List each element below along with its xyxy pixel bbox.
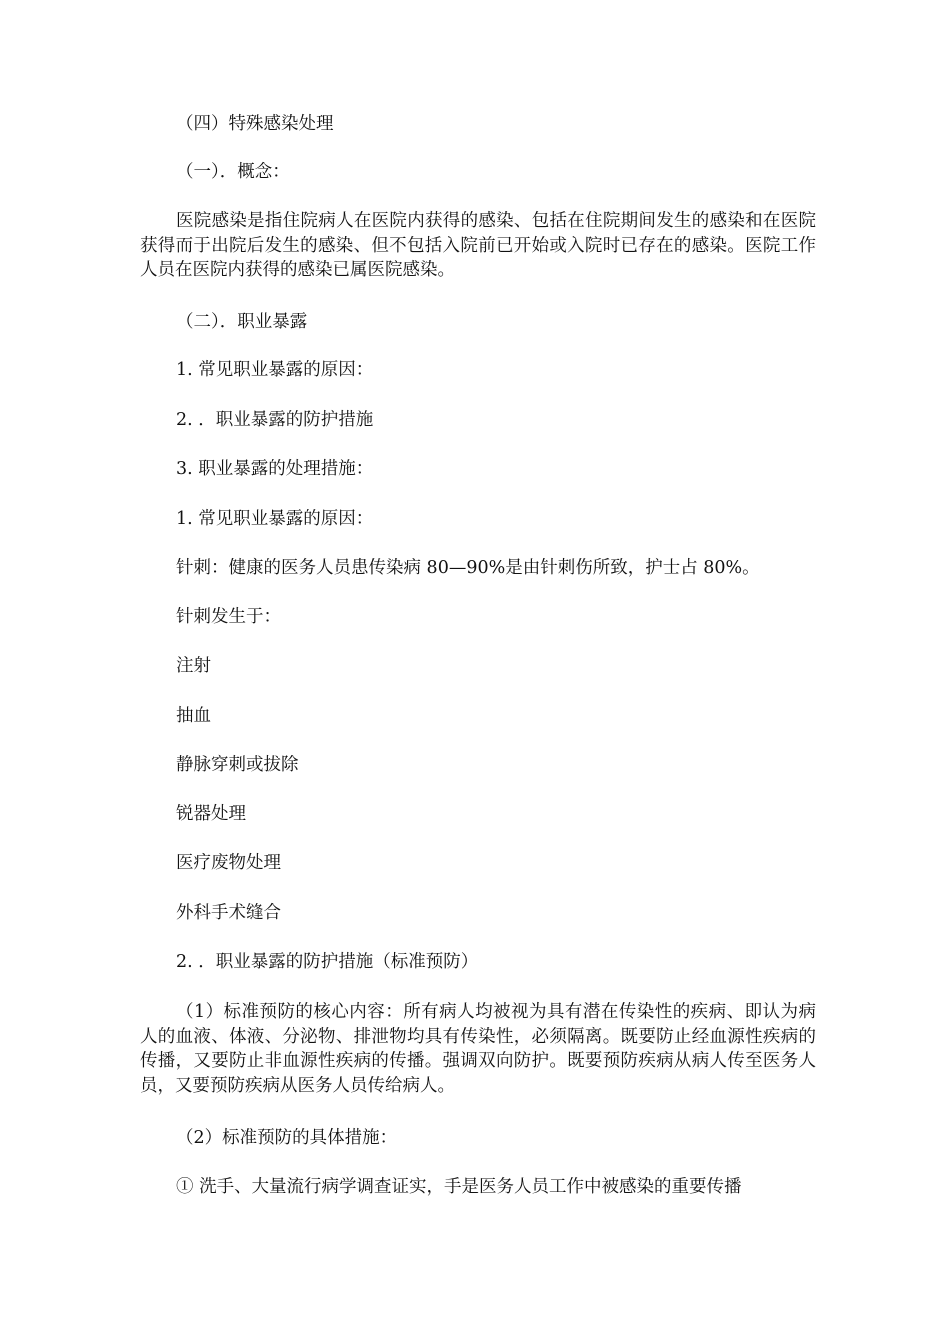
- outline-item-3: 3. 职业暴露的处理措施：: [176, 459, 374, 479]
- common-causes-title: 1. 常见职业暴露的原因：: [176, 509, 374, 529]
- occurrence-item: 注射: [176, 656, 211, 676]
- occurrence-item: 医疗废物处理: [176, 853, 281, 873]
- occurrence-item: 外科手术缝合: [176, 903, 281, 923]
- concept-paragraph: 医院感染是指住院病人在医院内获得的感染、包括在住院期间发生的感染和在医院获得而于出院后发生的感染、但不包括入院前已开始或入院时已存在的感染。医院工作人员在医院内获得的感染已属医院感染。: [140, 211, 816, 280]
- specific-measures-title: （2）标准预防的具体措施：: [176, 1128, 398, 1148]
- occurrence-item: 抽血: [176, 706, 211, 726]
- special-infection-heading: （四）特殊感染处理: [176, 114, 334, 134]
- occupational-exposure-section-title: （二）．职业暴露: [176, 312, 308, 332]
- outline-item-2: 2. ．职业暴露的防护措施: [176, 410, 374, 430]
- occurrence-item: 锐器处理: [176, 804, 246, 824]
- standard-precaution-core-paragraph: （1）标准预防的核心内容：所有病人均被视为具有潜在传染性的疾病、即认为病人的血液、体液、分泌物、排泄物均具有传染性，必须隔离。既要防止经血源性疾病的传播，又要防止非血源性疾病的传播。强调双向防护。既要预防疾病从病人传至医务人员，又要预防疾病从医务人员传给病人。: [140, 1002, 816, 1096]
- occurrence-item: 静脉穿刺或拔除: [176, 755, 299, 775]
- hand-washing-measure: ① 洗手、大量流行病学调查证实，手是医务人员工作中被感染的重要传播: [176, 1177, 742, 1197]
- protective-measures-title: 2. ．职业暴露的防护措施（标准预防）: [176, 952, 479, 972]
- needlestick-statistics: 针刺：健康的医务人员患传染病 80—90%是由针刺伤所致，护士占 80%。: [176, 558, 760, 578]
- outline-item-1: 1. 常见职业暴露的原因：: [176, 360, 374, 380]
- concept-section-title: （一）．概念：: [176, 162, 290, 182]
- needlestick-occurs-label: 针刺发生于：: [176, 607, 281, 627]
